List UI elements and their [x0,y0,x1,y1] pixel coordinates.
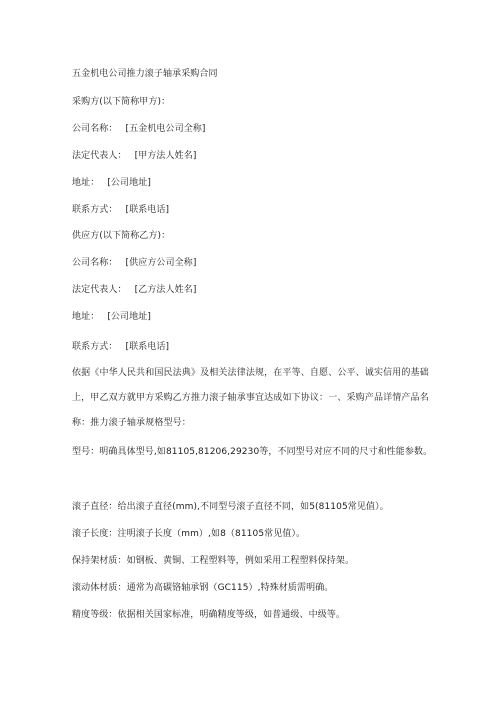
spec-precision-grade: 精度等级：依据相关国家标准，明确精度等级，如普通级、中级等。 [72,610,346,620]
party-b-contact-value: [联系电话] [125,342,170,352]
party-a-company-value: [五金机电公司全称] [125,124,206,134]
party-b-address-label: 地址： [72,312,100,322]
party-a-rep-line [72,151,196,162]
party-a-contact-label: 联系方式： [72,205,118,215]
party-a-heading: 采购方(以下简称甲方)： [72,97,171,107]
spec-cage-material: 保持架材质：如钢板、黄铜、工程塑料等，例如采用工程塑料保持架。 [72,556,355,566]
document-title: 五金机电公司推力滚子轴承采购合同 [72,69,218,79]
party-b-contact-label: 联系方式： [72,342,118,352]
party-a-contact-value: [联系电话] [125,205,170,215]
party-b-rep-label: 法定代表人： [72,285,127,295]
party-a-address-value: [公司地址] [107,178,151,188]
party-a-rep-label: 法定代表人： [72,151,127,161]
party-b-company-value: [供应方公司全称] [125,258,197,268]
party-b-rep-line [72,285,196,296]
spec-roller-length: 滚子长度：注明滚子长度（mm）,如8（81105常见值）。 [72,529,306,539]
party-a-company-label: 公司名称： [72,124,118,134]
party-a-contact-line [72,205,169,216]
party-b-contact-line [72,342,169,353]
intro-paragraph: 依据《中华人民共和国民法典》及相关法律法规，在平等、自愿、公平、诚实信用的基础上，甲乙双方就甲方采购乙方推力滚子轴承事宜达成如下协议：一、采购产品详情产品名称：推力滚子轴承规格型号： [72,368,429,428]
party-a-address-line [72,178,151,189]
party-a-rep-value: [甲方法人姓名] [134,151,197,161]
party-b-heading: 供应方(以下简称乙方)： [72,231,171,241]
party-b-address-value: [公司地址] [107,312,151,322]
party-b-address-line [72,312,151,323]
party-a-address-label: 地址： [72,178,100,188]
spec-rolling-material: 滚动体材质：通常为高碳铬轴承钢（GC115）,特殊材质需明确。 [72,583,334,593]
party-b-company-line [72,258,196,269]
spec-roller-diameter: 滚子直径：给出滚子直径(mm),不同型号滚子直径不同，如5(81105常见值）。 [72,502,389,512]
party-a-company-line [72,124,206,135]
spec-model: 型号：明确具体型号,如81105,81206,29230等，不同型号对应不同的尺寸和性能参数。 [72,447,433,457]
party-b-company-label: 公司名称： [72,258,118,268]
party-b-rep-value: [乙方法人姓名] [134,285,197,295]
